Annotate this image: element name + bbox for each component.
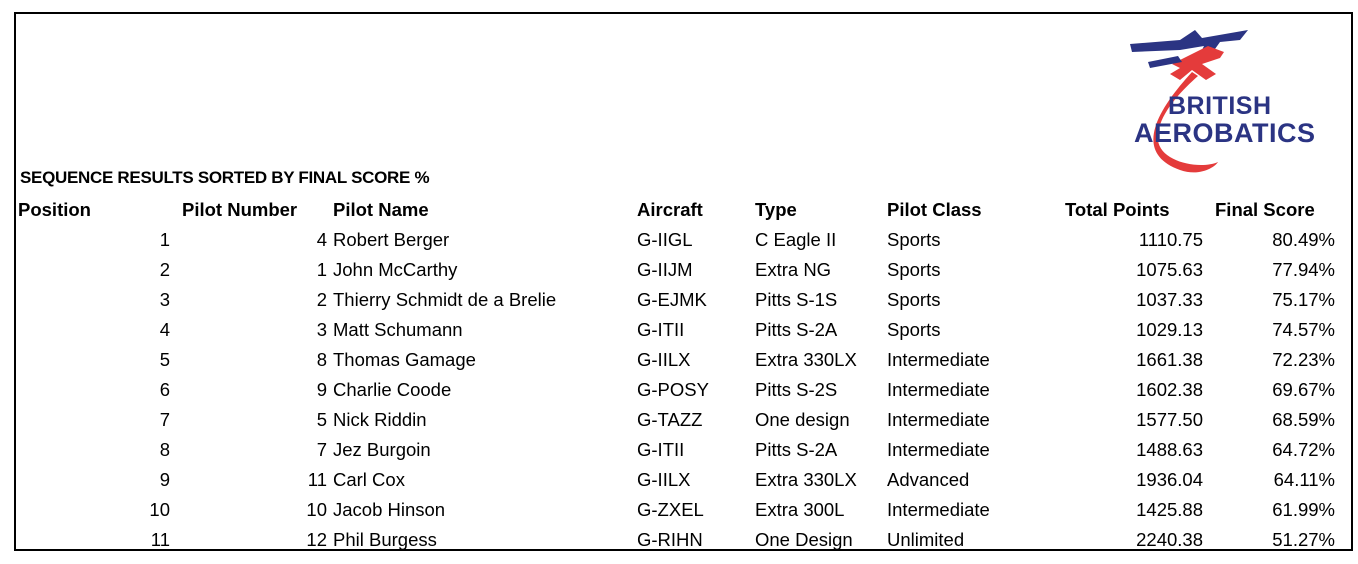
table-row xyxy=(18,315,1335,345)
cell-total-points: 1577.50 xyxy=(1136,409,1203,430)
cell-pilot-name: John McCarthy xyxy=(333,259,458,280)
cell-position: 3 xyxy=(159,289,170,310)
cell-aircraft: G-IIJM xyxy=(637,259,693,280)
column-header-pilot-number: Pilot Number xyxy=(182,199,298,220)
cell-total-points: 1661.38 xyxy=(1136,349,1203,370)
cell-final-score: 80.49% xyxy=(1272,229,1335,250)
table-row xyxy=(18,465,1335,495)
table-row xyxy=(18,495,1335,525)
cell-pilot-number: 11 xyxy=(307,469,327,490)
cell-pilot-number: 4 xyxy=(316,229,327,250)
cell-pilot-name: Phil Burgess xyxy=(333,529,437,550)
cell-type: Extra 330LX xyxy=(755,469,857,490)
cell-total-points: 2240.38 xyxy=(1136,529,1203,550)
cell-final-score: 77.94% xyxy=(1272,259,1335,280)
cell-position: 7 xyxy=(159,409,170,430)
cell-pilot-number: 7 xyxy=(316,439,327,460)
cell-position: 2 xyxy=(159,259,170,280)
column-header-final-score: Final Score xyxy=(1215,199,1315,220)
cell-position: 11 xyxy=(150,529,170,550)
cell-position: 4 xyxy=(159,319,170,340)
cell-pilot-name: Thomas Gamage xyxy=(333,349,476,370)
cell-pilot-class: Intermediate xyxy=(887,439,990,460)
cell-pilot-name: Jez Burgoin xyxy=(333,439,431,460)
cell-pilot-name: Matt Schumann xyxy=(333,319,463,340)
cell-type: C Eagle II xyxy=(755,229,837,250)
cell-aircraft: G-IILX xyxy=(637,469,691,490)
cell-pilot-name: Charlie Coode xyxy=(333,379,452,400)
cell-final-score: 51.27% xyxy=(1272,529,1335,550)
table-row xyxy=(18,345,1335,375)
cell-aircraft: G-RIHN xyxy=(637,529,703,550)
cell-aircraft: G-ZXEL xyxy=(637,499,704,520)
cell-type: One Design xyxy=(755,529,853,550)
table-row xyxy=(18,285,1335,315)
column-header-type: Type xyxy=(755,199,797,220)
column-header-aircraft: Aircraft xyxy=(637,199,703,220)
cell-type: Extra 300L xyxy=(755,499,845,520)
cell-pilot-name: Robert Berger xyxy=(333,229,450,250)
cell-pilot-name: Jacob Hinson xyxy=(333,499,446,520)
column-header-total-points: Total Points xyxy=(1065,199,1170,220)
cell-aircraft: G-IIGL xyxy=(637,229,693,250)
cell-pilot-number: 9 xyxy=(316,379,327,400)
cell-type: Extra 330LX xyxy=(755,349,857,370)
cell-aircraft: G-EJMK xyxy=(637,289,707,310)
cell-final-score: 75.17% xyxy=(1272,289,1335,310)
cell-final-score: 74.57% xyxy=(1272,319,1335,340)
cell-position: 9 xyxy=(159,469,170,490)
table-row xyxy=(18,435,1335,465)
cell-pilot-number: 1 xyxy=(316,259,327,280)
cell-type: Pitts S-2A xyxy=(755,319,838,340)
cell-aircraft: G-ITII xyxy=(637,439,685,460)
logo-text-line1: BRITISH xyxy=(1168,92,1272,120)
cell-type: One design xyxy=(755,409,850,430)
cell-aircraft: G-TAZZ xyxy=(637,409,703,430)
cell-pilot-number: 10 xyxy=(306,499,327,520)
cell-total-points: 1037.33 xyxy=(1136,289,1203,310)
cell-total-points: 1488.63 xyxy=(1136,439,1203,460)
cell-aircraft: G-POSY xyxy=(637,379,709,400)
cell-final-score: 64.11% xyxy=(1273,469,1335,490)
cell-pilot-name: Nick Riddin xyxy=(333,409,427,430)
cell-aircraft: G-IILX xyxy=(637,349,691,370)
cell-pilot-class: Unlimited xyxy=(887,529,965,550)
cell-position: 8 xyxy=(159,439,170,460)
cell-final-score: 64.72% xyxy=(1272,439,1335,460)
cell-pilot-number: 12 xyxy=(306,529,327,550)
cell-pilot-name: Thierry Schmidt de a Brelie xyxy=(333,289,557,310)
cell-type: Pitts S-2S xyxy=(755,379,838,400)
cell-pilot-class: Sports xyxy=(887,289,941,310)
cell-pilot-number: 3 xyxy=(316,319,327,340)
cell-final-score: 61.99% xyxy=(1272,499,1335,520)
cell-pilot-number: 2 xyxy=(316,289,327,310)
column-header-pilot-name: Pilot Name xyxy=(333,199,429,220)
cell-pilot-number: 8 xyxy=(316,349,327,370)
cell-total-points: 1425.88 xyxy=(1136,499,1203,520)
results-table xyxy=(18,195,1335,555)
table-row xyxy=(18,255,1335,285)
cell-pilot-class: Intermediate xyxy=(887,409,990,430)
table-row xyxy=(18,525,1335,555)
table-row xyxy=(18,225,1335,255)
cell-position: 1 xyxy=(159,229,170,250)
cell-pilot-class: Sports xyxy=(887,229,941,250)
cell-pilot-class: Sports xyxy=(887,319,941,340)
cell-type: Pitts S-1S xyxy=(755,289,838,310)
cell-pilot-class: Sports xyxy=(887,259,941,280)
table-row xyxy=(18,375,1335,405)
cell-pilot-number: 5 xyxy=(316,409,327,430)
column-header-position: Position xyxy=(18,199,91,220)
cell-final-score: 68.59% xyxy=(1272,409,1335,430)
cell-position: 6 xyxy=(159,379,170,400)
column-header-pilot-class: Pilot Class xyxy=(887,199,982,220)
cell-pilot-class: Intermediate xyxy=(887,499,990,520)
cell-aircraft: G-ITII xyxy=(637,319,685,340)
cell-final-score: 72.23% xyxy=(1272,349,1335,370)
cell-pilot-class: Intermediate xyxy=(887,379,990,400)
cell-position: 10 xyxy=(149,499,170,520)
logo-text-line2: AEROBATICS xyxy=(1134,118,1316,148)
cell-pilot-class: Intermediate xyxy=(887,349,990,370)
page-title: SEQUENCE RESULTS SORTED BY FINAL SCORE % xyxy=(20,168,430,187)
cell-position: 5 xyxy=(159,349,170,370)
cell-pilot-class: Advanced xyxy=(887,469,970,490)
british-aerobatics-logo xyxy=(1120,12,1330,177)
cell-total-points: 1029.13 xyxy=(1136,319,1203,340)
cell-pilot-name: Carl Cox xyxy=(333,469,405,490)
cell-total-points: 1602.38 xyxy=(1136,379,1203,400)
table-header-row xyxy=(18,195,1335,225)
table-row xyxy=(18,405,1335,435)
cell-final-score: 69.67% xyxy=(1272,379,1335,400)
cell-total-points: 1075.63 xyxy=(1136,259,1203,280)
cell-total-points: 1110.75 xyxy=(1138,229,1203,250)
cell-total-points: 1936.04 xyxy=(1136,469,1203,490)
cell-type: Extra NG xyxy=(755,259,832,280)
cell-type: Pitts S-2A xyxy=(755,439,838,460)
